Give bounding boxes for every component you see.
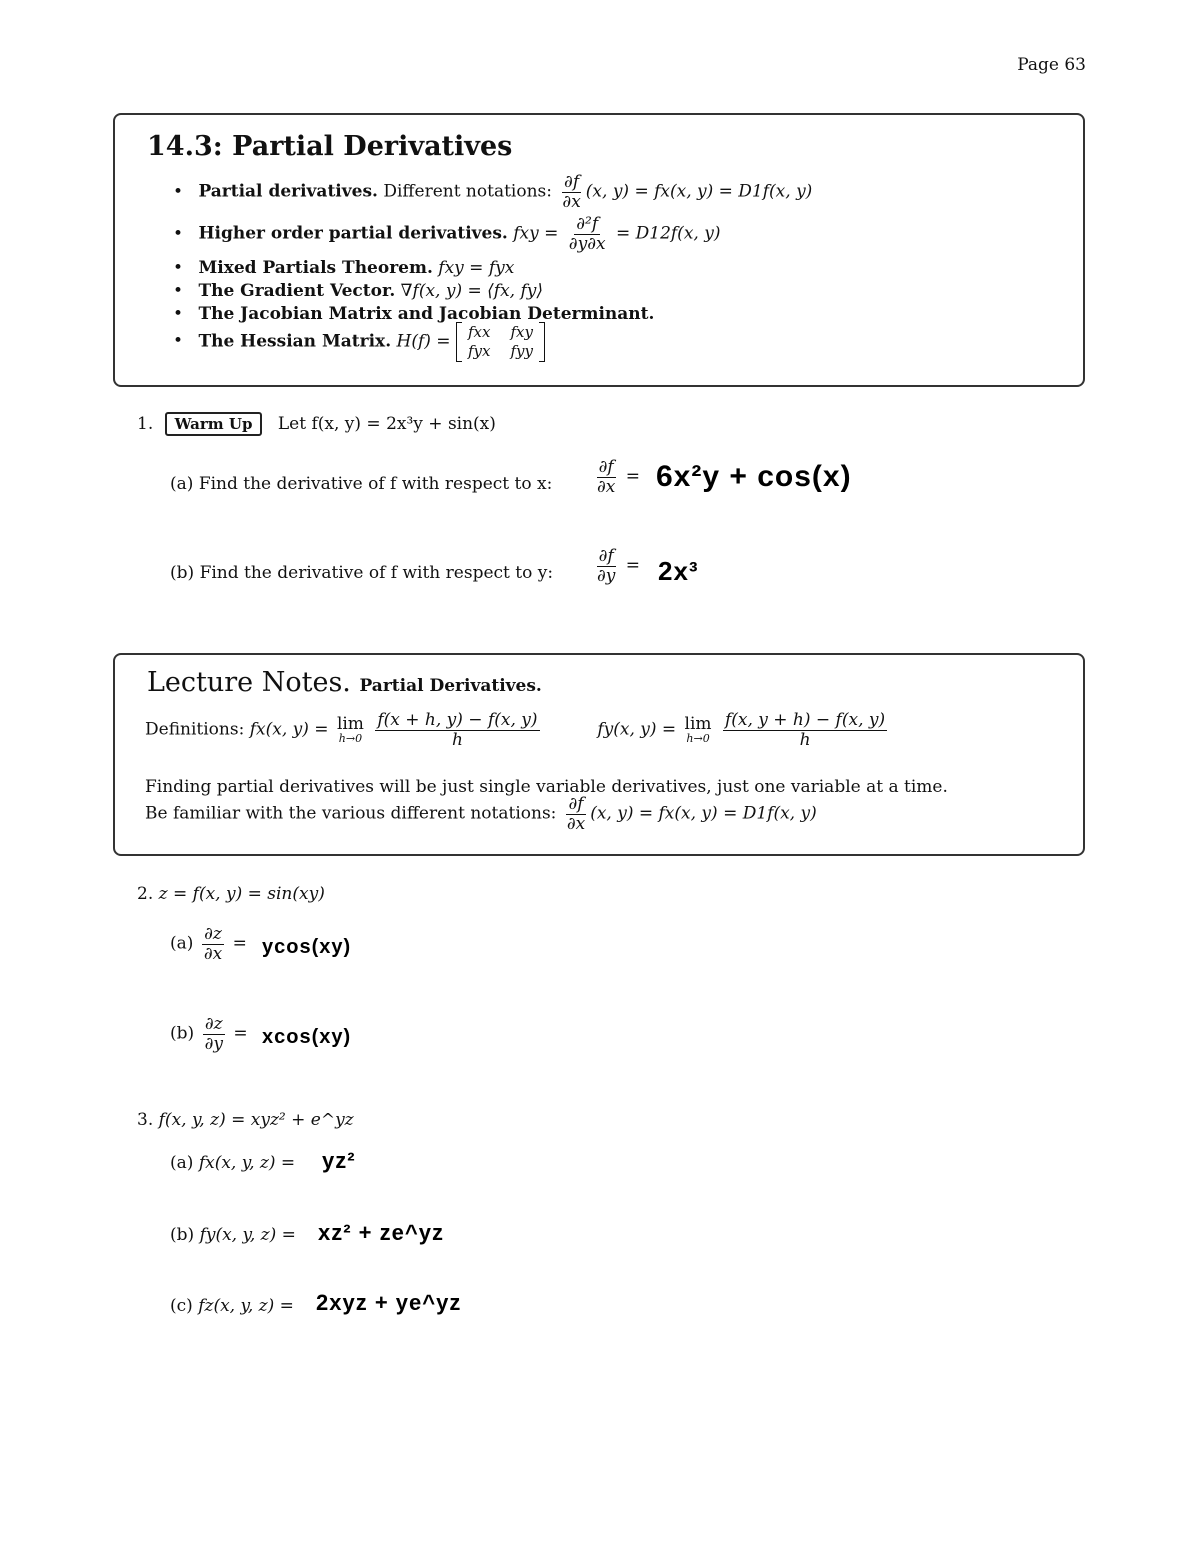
problem-text: f(x, y, z) = xyz² + e^yz	[158, 1110, 354, 1130]
handwritten-answer-1b: 2x³	[658, 556, 699, 586]
summary-math: fxy =	[513, 223, 559, 244]
frac-den: ∂y	[597, 565, 616, 586]
part-label: (a)	[170, 1153, 194, 1173]
summary-math: ∇f(x, y) = ⟨fx, fy⟩	[400, 281, 543, 301]
problem-2a: (a) $\frac{\partial z}{\partial x}$ =	[170, 924, 247, 964]
summary-item-partial	[173, 173, 812, 211]
definitions-line	[145, 711, 890, 749]
warm-up-tag: Warm Up	[165, 412, 263, 436]
part-text: Find the derivative of f with respect to y:	[199, 563, 554, 583]
lecture-title: Lecture Notes.	[147, 667, 351, 698]
problem-3-statement	[137, 1110, 354, 1130]
summary-item-hessian	[173, 322, 545, 362]
problem-2b: (b) $\frac{\partial z}{\partial y}$ =	[170, 1014, 248, 1054]
summary-item-gradient	[173, 281, 543, 301]
frac-den: ∂x	[203, 943, 223, 964]
def2-lhs: fy(x, y) =	[597, 719, 677, 740]
limit	[337, 716, 364, 744]
problem-text: Let f(x, y) = 2x³y + sin(x)	[277, 414, 496, 434]
problem-1a-text	[170, 474, 552, 494]
matrix-cell: fxy	[510, 323, 533, 341]
frac-num: ∂f	[598, 457, 614, 477]
def1-fraction	[375, 711, 539, 749]
summary-label: The Hessian Matrix.	[198, 331, 392, 352]
summary-label: Higher order partial derivatives.	[198, 223, 508, 244]
handwritten-answer-3c: 2xyz + ye^yz	[316, 1290, 462, 1315]
handwritten-answer-2b: xcos(xy)	[262, 1026, 352, 1048]
handwritten-answer-3a: yz²	[322, 1148, 356, 1173]
lim-text: lim	[336, 714, 364, 735]
problem-3a	[170, 1153, 295, 1173]
handwritten-answer-2a: ycos(xy)	[262, 936, 352, 958]
part-lhs: fy(x, y, z) =	[199, 1225, 296, 1245]
frac-num: ∂f	[598, 546, 614, 566]
summary-math: H(f) =	[396, 331, 451, 352]
summary-box	[113, 113, 1085, 387]
summary-math: fxy = fyx	[438, 258, 515, 278]
hessian-matrix	[456, 322, 545, 362]
frac-num: ∂z	[204, 924, 222, 944]
definitions-label: Definitions:	[145, 719, 245, 740]
lecture-notes-box	[113, 653, 1085, 856]
lim-sub: h→0	[338, 732, 363, 746]
frac-den: h	[451, 729, 463, 750]
lecture-subtitle: Partial Derivatives.	[359, 676, 542, 696]
handwritten-answer-3b: xz² + ze^yz	[318, 1220, 444, 1245]
lecture-line-2-math: (x, y) = fx(x, y) = D1f(x, y)	[590, 803, 817, 824]
lecture-notes-title	[147, 667, 542, 698]
summary-item-jacobian	[173, 304, 654, 324]
summary-label: The Gradient Vector.	[198, 281, 396, 301]
lecture-line-2	[145, 795, 817, 833]
frac-num: f(x + h, y) − f(x, y)	[377, 710, 538, 730]
def2-fraction	[723, 711, 887, 749]
lecture-line-2-text: Be familiar with the various different notations:	[145, 803, 557, 824]
lim-sub: h→0	[686, 732, 710, 746]
lim-text: lim	[684, 714, 712, 735]
part-label: (a)	[170, 474, 194, 494]
handwritten-answer-1a: 6x²y + cos(x)	[656, 460, 852, 493]
problem-number: 3.	[137, 1110, 154, 1130]
frac-den: ∂y∂x	[568, 233, 606, 254]
second-partial-fraction	[567, 215, 608, 253]
problem-1a-fraction: $\frac{\partial f}{\partial x}$ =	[597, 457, 641, 497]
summary-item-higher-order	[173, 215, 720, 253]
frac-num: ∂²f	[576, 214, 599, 234]
part-lhs: fx(x, y, z) =	[198, 1153, 296, 1173]
problem-1-statement	[137, 414, 496, 434]
matrix-cell: fxx	[467, 323, 491, 341]
summary-text: Different notations:	[383, 181, 552, 202]
part-label: (b)	[170, 563, 195, 583]
summary-label: Mixed Partials Theorem.	[198, 258, 433, 278]
partial-fraction: $\frac{\partial f}{\partial x}$	[566, 794, 586, 834]
part-label: (c)	[170, 1296, 193, 1316]
partial-fraction: $\frac{\partial f}{\partial x}$	[562, 172, 581, 212]
frac-num: f(x, y + h) − f(x, y)	[724, 710, 886, 730]
frac-den: ∂y	[204, 1033, 223, 1054]
problem-text: z = f(x, y) = sin(xy)	[158, 884, 325, 904]
problem-3c	[170, 1296, 294, 1316]
problem-number: 1.	[137, 414, 154, 434]
summary-item-mixed-partials	[173, 258, 514, 278]
section-title: 14.3: Partial Derivatives	[147, 131, 513, 162]
summary-math-tail: = D12f(x, y)	[615, 223, 721, 244]
page-number: Page 63	[1017, 55, 1086, 75]
problem-1b-text	[170, 563, 553, 583]
part-label: (b)	[170, 1023, 195, 1044]
part-lhs: fz(x, y, z) =	[198, 1296, 294, 1316]
frac-den: h	[799, 729, 811, 750]
matrix-cell: fyy	[510, 341, 533, 360]
lecture-line-1: Finding partial derivatives will be just single variable derivatives, just one variable at a time.	[145, 777, 948, 797]
def1-lhs: fx(x, y) =	[249, 719, 329, 740]
problem-number: 2.	[137, 884, 154, 904]
problem-1b-fraction: $\frac{\partial f}{\partial y}$ =	[597, 546, 641, 586]
part-label: (a)	[170, 933, 194, 954]
part-text: Find the derivative of f with respect to x:	[198, 474, 553, 494]
limit	[685, 716, 712, 744]
problem-3b	[170, 1225, 296, 1245]
problem-2-statement	[137, 884, 325, 904]
summary-label: Partial derivatives.	[198, 181, 378, 202]
summary-label: The Jacobian Matrix and Jacobian Determinant.	[198, 304, 655, 324]
summary-math: (x, y) = fx(x, y) = D1f(x, y)	[585, 181, 813, 202]
matrix-cell: fyx	[467, 341, 491, 360]
frac-den: ∂x	[597, 476, 616, 497]
frac-num: ∂z	[204, 1014, 223, 1034]
part-label: (b)	[170, 1225, 195, 1245]
